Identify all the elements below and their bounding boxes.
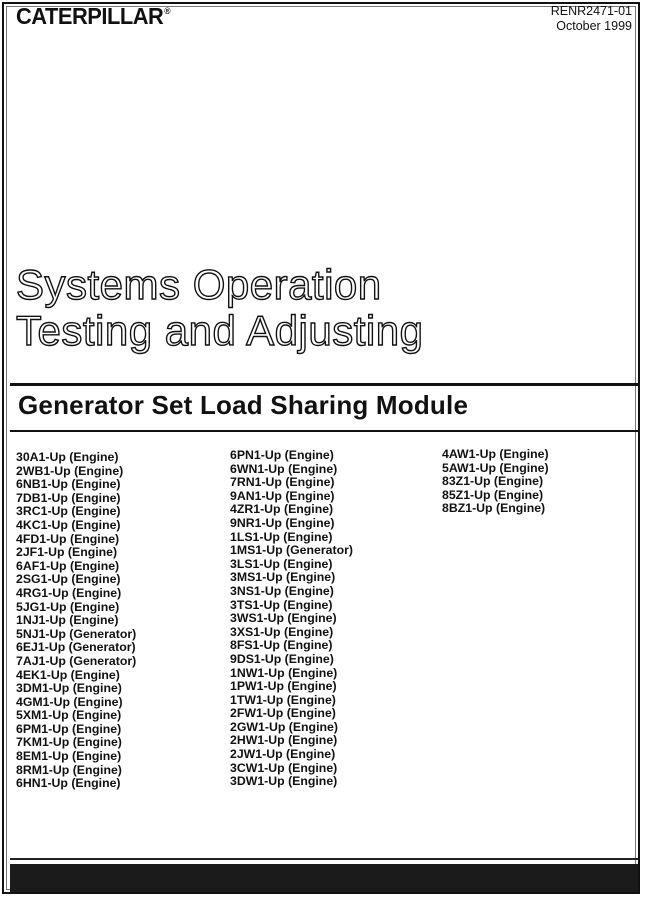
serial-list-item: 5NJ1-Up (Generator)	[16, 626, 137, 641]
serial-list-item: 6PN1-Up (Engine)	[230, 448, 334, 462]
serial-list-item: 3DW1-Up (Engine)	[230, 774, 338, 789]
serial-list-item: 83Z1-Up (Engine)	[442, 474, 544, 489]
brand-logo	[16, 3, 170, 30]
serial-list-item: 6PM1-Up (Engine)	[16, 721, 122, 736]
serial-list-item: 8RM1-Up (Engine)	[16, 762, 122, 777]
serial-list-item: 9NR1-Up (Engine)	[230, 515, 335, 530]
serial-list-item: 5JG1-Up (Engine)	[16, 599, 120, 614]
serial-list-item: 6EJ1-Up (Generator)	[16, 640, 136, 655]
serial-list-item: 85Z1-Up (Engine)	[442, 487, 544, 502]
serial-list-item: 5XM1-Up (Engine)	[16, 708, 122, 723]
serial-list-item: 3MS1-Up (Engine)	[230, 570, 336, 585]
serial-list-item: 1MS1-Up (Generator)	[230, 543, 353, 558]
serial-list-item: 2GW1-Up (Engine)	[230, 719, 338, 734]
serial-list-item: 9AN1-Up (Engine)	[230, 488, 335, 503]
serial-list-item: 7KM1-Up (Engine)	[16, 735, 122, 750]
footer-rule	[10, 858, 638, 860]
serial-list-item: 30A1-Up (Engine)	[16, 450, 119, 464]
serial-list-item: 1NJ1-Up (Engine)	[16, 613, 119, 628]
serial-list-item: 4FD1-Up (Engine)	[16, 531, 120, 546]
serial-list-item: 6NB1-Up (Engine)	[16, 477, 121, 492]
serial-list-item: 4GM1-Up (Engine)	[16, 694, 123, 709]
subtitle-bottom-rule	[10, 430, 638, 432]
registered-mark: ®	[164, 6, 171, 16]
serial-list-item: 7DB1-Up (Engine)	[16, 490, 121, 505]
serial-list-item: 8BZ1-Up (Engine)	[442, 501, 546, 516]
serial-list-column-2	[230, 449, 353, 789]
serial-list-item: 1LS1-Up (Engine)	[230, 529, 333, 544]
serial-list-item: 2HW1-Up (Engine)	[230, 733, 338, 748]
serial-list-column-1	[16, 451, 136, 791]
serial-list-item: 3RC1-Up (Engine)	[16, 504, 121, 519]
brand-name: CATERPILLAR	[16, 3, 164, 29]
footer-bar	[10, 864, 638, 892]
serial-list-item: 6HN1-Up (Engine)	[16, 776, 121, 791]
title-line-1: Systems Operation	[16, 261, 382, 308]
serial-list-item: 2WB1-Up (Engine)	[16, 463, 124, 478]
serial-list-item: 7RN1-Up (Engine)	[230, 475, 335, 490]
serial-list-item: 3NS1-Up (Engine)	[230, 583, 334, 598]
serial-list-item: 8EM1-Up (Engine)	[16, 749, 122, 764]
serial-list-item: 1TW1-Up (Engine)	[230, 692, 336, 707]
serial-list-item: 4RG1-Up (Engine)	[16, 585, 122, 600]
serial-list-item: 6WN1-Up (Engine)	[230, 461, 338, 476]
serial-list-item: 3DM1-Up (Engine)	[16, 681, 122, 696]
serial-list-item: 2JW1-Up (Engine)	[230, 747, 336, 762]
subtitle-top-rule	[10, 383, 638, 386]
serial-list-item: 9DS1-Up (Engine)	[230, 651, 334, 666]
serial-list-item: 6AF1-Up (Engine)	[16, 558, 120, 573]
serial-list-item: 2SG1-Up (Engine)	[16, 572, 121, 587]
serial-list-item: 4ZR1-Up (Engine)	[230, 502, 334, 517]
serial-list-item: 1PW1-Up (Engine)	[230, 679, 337, 694]
title-line-2: Testing and Adjusting	[16, 307, 424, 354]
serial-list-item: 3CW1-Up (Engine)	[230, 760, 338, 775]
document-number: RENR2471-01	[550, 4, 632, 18]
serial-list-item: 3WS1-Up (Engine)	[230, 611, 337, 626]
serial-list-item: 5AW1-Up (Engine)	[442, 460, 549, 475]
serial-list-item: 8FS1-Up (Engine)	[230, 638, 333, 653]
serial-list-item: 3XS1-Up (Engine)	[230, 624, 334, 639]
serial-list-item: 4KC1-Up (Engine)	[16, 517, 121, 532]
serial-list-item: 3TS1-Up (Engine)	[230, 597, 333, 612]
serial-list-item: 4AW1-Up (Engine)	[442, 447, 549, 461]
document-id-block	[551, 4, 632, 34]
serial-list-item: 2JF1-Up (Engine)	[16, 545, 118, 560]
serial-list-item: 2FW1-Up (Engine)	[230, 706, 336, 721]
serial-list-item: 4EK1-Up (Engine)	[16, 667, 120, 682]
manual-title	[16, 262, 423, 354]
subtitle: Generator Set Load Sharing Module	[18, 390, 469, 420]
serial-list-column-3	[442, 448, 549, 516]
document-date: October 1999	[556, 19, 632, 33]
serial-list-item: 7AJ1-Up (Generator)	[16, 653, 137, 668]
serial-list-item: 1NW1-Up (Engine)	[230, 665, 338, 680]
serial-list-item: 3LS1-Up (Engine)	[230, 556, 333, 571]
